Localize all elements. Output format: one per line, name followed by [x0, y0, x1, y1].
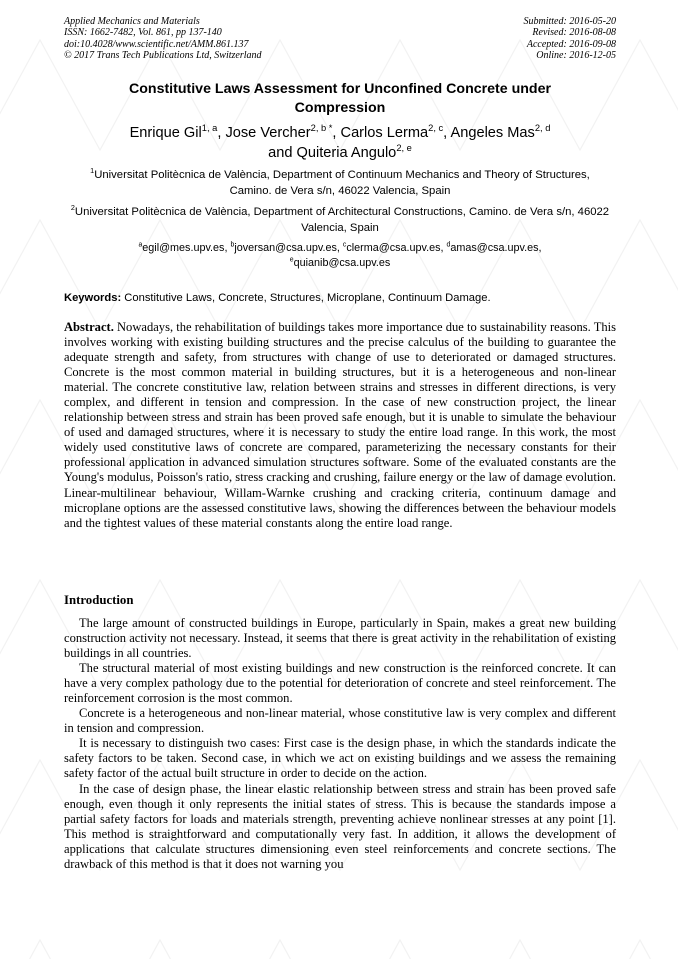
- date-accepted: Accepted: 2016-09-08: [526, 38, 616, 50]
- paragraph: The large amount of constructed buildings in Europe, particularly in Spain, makes a great new building construction activity not necessary. Instead, it seems that there is great activity in the rehabilitation of existing buildings in all countries.: [64, 616, 616, 661]
- paper-title: [70, 80, 610, 118]
- paragraph: Concrete is a heterogeneous and non-linear material, whose constitutive law is very complex and different in tension and compression.: [64, 706, 616, 736]
- author-affil-sup: 2, e: [396, 142, 412, 153]
- section-heading-introduction: Introduction: [64, 593, 134, 607]
- email-sup: a: [138, 241, 143, 249]
- keywords-text: Constitutive Laws, Concrete, Structures, Microplane, Continuum Damage.: [121, 292, 491, 304]
- author-list: [70, 124, 610, 163]
- introduction-body: [64, 616, 616, 872]
- paragraph: It is necessary to distinguish two cases: First case is the design phase, in which the standards indicate the safety factors to be taken. Second case, in which we act on existing buildings and we assess the remaining safety factor of the actual built structure in order to decide on the action.: [64, 736, 616, 781]
- journal-copyright: © 2017 Trans Tech Publications Ltd, Switzerland: [64, 50, 262, 62]
- author-name: Enrique Gil: [129, 125, 202, 141]
- author-affil-sup: 2, c: [428, 123, 444, 134]
- email-link[interactable]: clerma@csa.upv.es,: [346, 242, 447, 254]
- author-name: Angeles Mas: [450, 125, 535, 141]
- email-link[interactable]: quianib@csa.upv.es: [293, 257, 391, 269]
- keywords-line: [64, 291, 616, 305]
- author-name: Carlos Lerma: [340, 125, 429, 141]
- affiliation-text: Universitat Politècnica de València, Department of Architectural Constructions, Camino. de Vera s/n, 46022 Valencia, Spain: [74, 206, 610, 234]
- affiliation-1: [70, 168, 610, 199]
- journal-issn: ISSN: 1662-7482, Vol. 861, pp 137-140: [64, 27, 222, 39]
- email-link[interactable]: joversan@csa.upv.es,: [234, 242, 343, 254]
- abstract: [64, 320, 616, 531]
- title-line-1: Constitutive Laws Assessment for Unconfined Concrete under: [128, 81, 551, 97]
- author-separator: ,: [217, 125, 226, 141]
- paragraph: In the case of design phase, the linear elastic relationship between stress and strain has been proved safe enough, even though it only represents the initial states of stress. This is because the standards impose a partial safety factors for loads and materials strength, preventing achieve nonlinear stresses at any point [1]. This method is straightforward and computationally very fast. In addition, it allows the development of applications that calculate structures dimensioning even steel reinforcements and concrete sections. The drawback of this method is that it does not warning you: [64, 781, 616, 871]
- author-affil-sup: 1, a: [201, 123, 218, 134]
- author-name: and Quiteria Angulo: [268, 144, 397, 161]
- author-separator: ,: [443, 125, 451, 141]
- journal-doi: doi:10.4028/www.scientific.net/AMM.861.137: [64, 38, 249, 50]
- title-line-2: Compression: [294, 100, 386, 116]
- emails-line-1: [70, 241, 610, 256]
- keywords-label: Keywords:: [64, 292, 122, 304]
- date-online: Online: 2016-12-05: [536, 50, 616, 62]
- affiliation-number: 2: [70, 203, 75, 213]
- affiliation-2: [70, 205, 610, 236]
- authors-line-2: [70, 144, 610, 164]
- header-right: [524, 16, 617, 62]
- author-emails: [70, 241, 610, 271]
- author-separator: ,: [332, 125, 341, 141]
- header-left: [64, 16, 262, 62]
- email-sup: d: [446, 241, 451, 249]
- email-sup: e: [289, 256, 294, 264]
- author-affil-sup: 2, d: [534, 123, 551, 134]
- email-sup: c: [342, 241, 347, 249]
- journal-name: Applied Mechanics and Materials: [64, 16, 200, 27]
- paragraph: The structural material of most existing buildings and new construction is the reinforced concrete. It can have a very complex pathology due to the potential for deterioration of concrete and steel reinforcement. The reinforcement corrosion is the most common.: [64, 661, 616, 706]
- affiliation-number: 1: [90, 166, 95, 176]
- authors-line-1: [70, 124, 610, 144]
- author-name: Jose Vercher: [225, 125, 311, 141]
- email-sup: b: [230, 241, 235, 249]
- email-link[interactable]: amas@csa.upv.es,: [450, 242, 542, 254]
- emails-line-2: [70, 256, 610, 271]
- abstract-label: Abstract.: [64, 320, 114, 334]
- email-link[interactable]: egil@mes.upv.es,: [142, 242, 231, 254]
- author-affil-sup: 2, b *: [310, 123, 333, 134]
- abstract-text: Nowadays, the rehabilitation of buildings takes more importance due to sustainability reasons. This involves working with existing building structures and the precise calculus of the building to guarantee the adequate strength and safety, from structures with change of use to deteriorated or damaged structures. Concrete is the most common material in building structures, but it is a heterogeneous and non-linear material. The concrete constitutive law, relation between strains and stresses in different directions, is very complex, and different in tension and compression. In the case of new construction project, the linear relationship between stress and strain has been proved safe enough, but it is unable to simulate the behaviour of used and damaged structures, where it is necessary to study the entire load range. In this work, the most widely used constitutive laws of concrete are compared, parameterizing the necessary constants for their professional application in advanced simulation structures software. Some of the evaluated constants are the Young's modulus, Poisson's ratio, stress cracking and crushing, failure energy or the law of damage evolution. Linear-multilinear behaviour, Willam-Warnke crushing and cracking criteria, continuum damage and microplane options are the assessed constitutive laws, showing the differences between the behaviour models and the tightest values of these material constants along the entire load range.: [64, 320, 616, 530]
- date-submitted: Submitted: 2016-05-20: [523, 16, 616, 27]
- affiliation-text: Universitat Politècnica de València, Department of Continuum Mechanics and Theory of Structures, Camino. de Vera s/n, 46022 Valencia, Spain: [94, 169, 590, 197]
- date-revised: Revised: 2016-08-08: [532, 27, 616, 39]
